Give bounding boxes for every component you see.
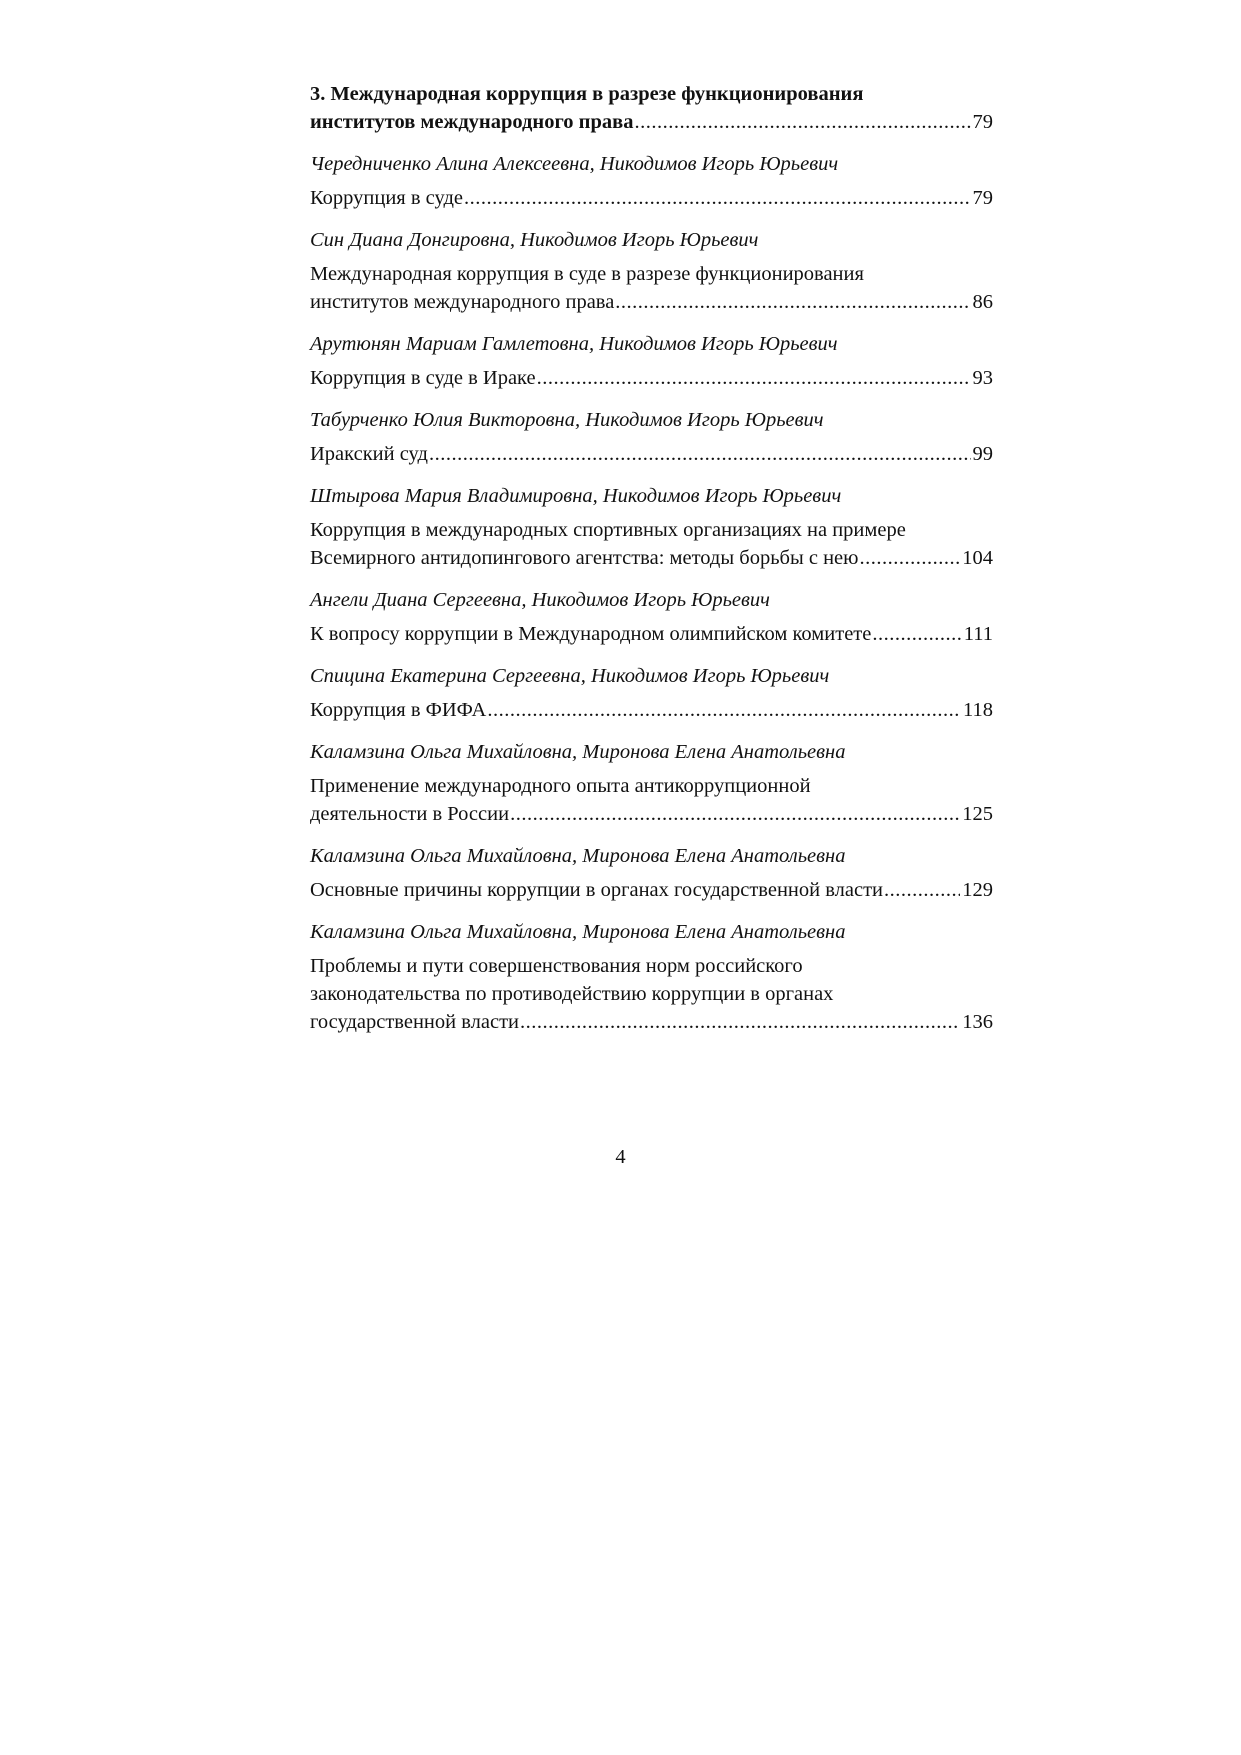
dot-leader bbox=[510, 800, 960, 828]
dot-leader bbox=[615, 288, 970, 316]
page-ref: 136 bbox=[962, 1011, 993, 1033]
toc-entry bbox=[310, 662, 993, 724]
entry-title-line: Коррупция в суде bbox=[310, 187, 463, 209]
toc-leader-line bbox=[310, 800, 993, 828]
toc-entry bbox=[310, 406, 993, 468]
entry-title-line: институтов международного права bbox=[310, 291, 615, 313]
dot-leader bbox=[872, 620, 961, 648]
entry-authors: Чередниченко Алина Алексеевна, Никодимов Игорь Юрьевич bbox=[310, 153, 839, 175]
dot-leader bbox=[487, 696, 961, 724]
toc-entries bbox=[310, 150, 993, 1036]
dot-leader bbox=[859, 544, 960, 572]
toc-entry bbox=[310, 482, 993, 572]
toc-entry bbox=[310, 586, 993, 648]
toc-leader-line bbox=[310, 876, 993, 904]
toc-leader-line bbox=[310, 440, 993, 468]
entry-authors: Штырова Мария Владимировна, Никодимов Игорь Юрьевич bbox=[310, 485, 842, 507]
page-ref: 129 bbox=[962, 879, 993, 901]
entry-title-line: Иракский суд bbox=[310, 443, 428, 465]
toc-leader-line bbox=[310, 544, 993, 572]
page-number: 4 bbox=[615, 1146, 626, 1168]
dot-leader bbox=[634, 108, 970, 136]
page-ref: 125 bbox=[962, 803, 993, 825]
section-title-line: институтов международного права bbox=[310, 111, 634, 133]
entry-authors: Каламзина Ольга Михайловна, Миронова Елена Анатольевна bbox=[310, 845, 846, 867]
page-ref: 118 bbox=[963, 699, 993, 721]
page-ref: 111 bbox=[963, 623, 993, 645]
entry-authors: Каламзина Ольга Михайловна, Миронова Елена Анатольевна bbox=[310, 921, 846, 943]
entry-authors: Спицина Екатерина Сергеевна, Никодимов Игорь Юрьевич bbox=[310, 665, 830, 687]
page-ref: 79 bbox=[972, 187, 993, 209]
toc-entry bbox=[310, 738, 993, 828]
entry-title-line: законодательства по противодействию коррупции в органах bbox=[310, 983, 834, 1005]
toc-entry bbox=[310, 918, 993, 1036]
entry-authors: Ангели Диана Сергеевна, Никодимов Игорь Юрьевич bbox=[310, 589, 770, 611]
entry-title-line: Проблемы и пути совершенствования норм российского bbox=[310, 955, 803, 977]
dot-leader bbox=[884, 876, 960, 904]
entry-title-line: Применение международного опыта антикоррупционной bbox=[310, 775, 811, 797]
toc-leader-line bbox=[310, 620, 993, 648]
toc-entry bbox=[310, 842, 993, 904]
entry-title-line: Коррупция в международных спортивных организациях на примере bbox=[310, 519, 906, 541]
dot-leader bbox=[429, 440, 971, 468]
page-ref: 86 bbox=[972, 291, 993, 313]
toc-leader-line bbox=[310, 108, 993, 136]
entry-title-line: Основные причины коррупции в органах государственной власти bbox=[310, 879, 884, 901]
entry-title-line: Коррупция в ФИФА bbox=[310, 699, 487, 721]
entry-authors: Каламзина Ольга Михайловна, Миронова Елена Анатольевна bbox=[310, 741, 846, 763]
toc-entry bbox=[310, 150, 993, 212]
page-ref: 104 bbox=[962, 547, 993, 569]
toc-leader-line bbox=[310, 184, 993, 212]
entry-authors: Син Диана Донгировна, Никодимов Игорь Юрьевич bbox=[310, 229, 759, 251]
page-ref: 99 bbox=[972, 443, 993, 465]
entry-title-line: Коррупция в суде в Ираке bbox=[310, 367, 536, 389]
dot-leader bbox=[520, 1008, 960, 1036]
dot-leader bbox=[537, 364, 971, 392]
table-of-contents bbox=[310, 80, 993, 1050]
entry-title-line: Всемирного антидопингового агентства: методы борьбы с нею bbox=[310, 547, 859, 569]
toc-entry bbox=[310, 226, 993, 316]
page-ref: 93 bbox=[972, 367, 993, 389]
entry-title-line: государственной власти bbox=[310, 1011, 519, 1033]
toc-leader-line bbox=[310, 1008, 993, 1036]
toc-section-heading bbox=[310, 80, 993, 136]
dot-leader bbox=[464, 184, 971, 212]
entry-title-line: К вопросу коррупции в Международном олимпийском комитете bbox=[310, 623, 872, 645]
entry-title-line: Международная коррупция в суде в разрезе функционирования bbox=[310, 263, 864, 285]
entry-authors: Табурченко Юлия Викторовна, Никодимов Игорь Юрьевич bbox=[310, 409, 824, 431]
toc-leader-line bbox=[310, 696, 993, 724]
toc-entry bbox=[310, 330, 993, 392]
toc-leader-line bbox=[310, 364, 993, 392]
page-ref: 79 bbox=[972, 111, 993, 133]
section-title-line: 3. Международная коррупция в разрезе функционирования bbox=[310, 83, 864, 105]
entry-title-line: деятельности в России bbox=[310, 803, 510, 825]
toc-leader-line bbox=[310, 288, 993, 316]
entry-authors: Арутюнян Мариам Гамлетовна, Никодимов Игорь Юрьевич bbox=[310, 333, 838, 355]
